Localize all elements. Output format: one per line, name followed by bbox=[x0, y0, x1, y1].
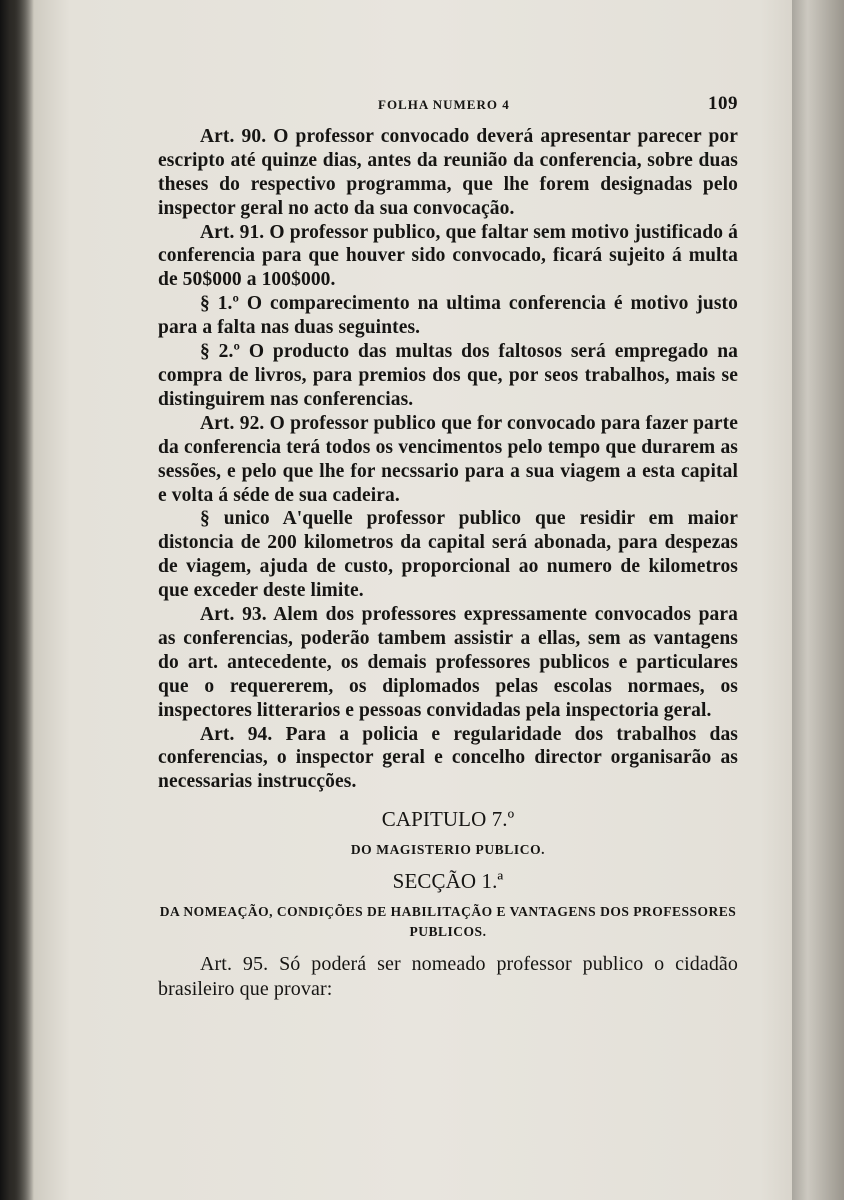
paragraph-unico: § unico A'quelle professor publico que residir em maior distoncia de 200 kilometros da capital será abonada, para despezas de viagem, ajuda de custo, proporcional ao numero de kilometros que exceder deste limite. bbox=[158, 508, 738, 602]
paragraph-1: § 1.º O comparecimento na ultima conferencia é motivo justo para a falta nas duas seguintes. bbox=[158, 293, 738, 339]
paragraph-2: § 2.º O producto das multas dos faltosos será empregado na compra de livros, para premios dos que, por seos trabalhos, mais se distinguirem nas conferencias. bbox=[158, 341, 738, 410]
header-left: FOLHA NUMERO 4 bbox=[378, 97, 510, 112]
running-header bbox=[158, 92, 738, 117]
section-heading: DA NOMEAÇÃO, CONDIÇÕES DE HABILITAÇÃO E VANTAGENS DOS PROFESSORES PUBLICOS. bbox=[159, 904, 737, 939]
chapter-subtitle: DO MAGISTERIO PUBLICO. bbox=[350, 842, 546, 858]
article-90: Art. 90. O professor convocado deverá apresentar parecer por escripto até quinze dias, antes da reunião da conferencia, sobre duas theses do respectivo programma, que lhe forem designadas pelo inspector geral no acto da sua convocação. bbox=[158, 125, 738, 219]
article-93: Art. 93. Alem dos professores expressamente convocados para as conferencias, poderão tambem assistir a ellas, sem as vantagens do art. antecedente, os demais professores publicos e particulares que o requererem, os diplomados pelas escolas normaes, os inspectores litterarios e pessoas convidadas pela inspectoria geral. bbox=[158, 604, 738, 721]
section-title: SECÇÃO 1.ª bbox=[392, 869, 504, 894]
article-95: Art. 95. Só poderá ser nomeado professor publico o cidadão brasileiro que provar: bbox=[158, 953, 738, 1000]
article-94: Art. 94. Para a policia e regularidade dos trabalhos das conferencias, o inspector geral e concelho director organisarão as necessarias instrucções. bbox=[158, 723, 738, 793]
page-number: 109 bbox=[708, 93, 738, 114]
binding-shadow bbox=[0, 0, 34, 1200]
page-text bbox=[158, 92, 738, 1002]
article-91: Art. 91. O professor publico, que faltar sem motivo justificado á conferencia para que houver sido convocado, ficará sujeito á multa de 50$000 a 100$000. bbox=[158, 221, 738, 291]
page-edge bbox=[792, 0, 844, 1200]
article-92: Art. 92. O professor publico que for convocado para fazer parte da conferencia terá todos os vencimentos pelo tempo que durarem as sessões, e pelo que lhe for necssario para a sua viagem a esta capital e volta á séde de sua cadeira. bbox=[158, 412, 738, 506]
chapter-title: CAPITULO 7.º bbox=[381, 807, 515, 832]
